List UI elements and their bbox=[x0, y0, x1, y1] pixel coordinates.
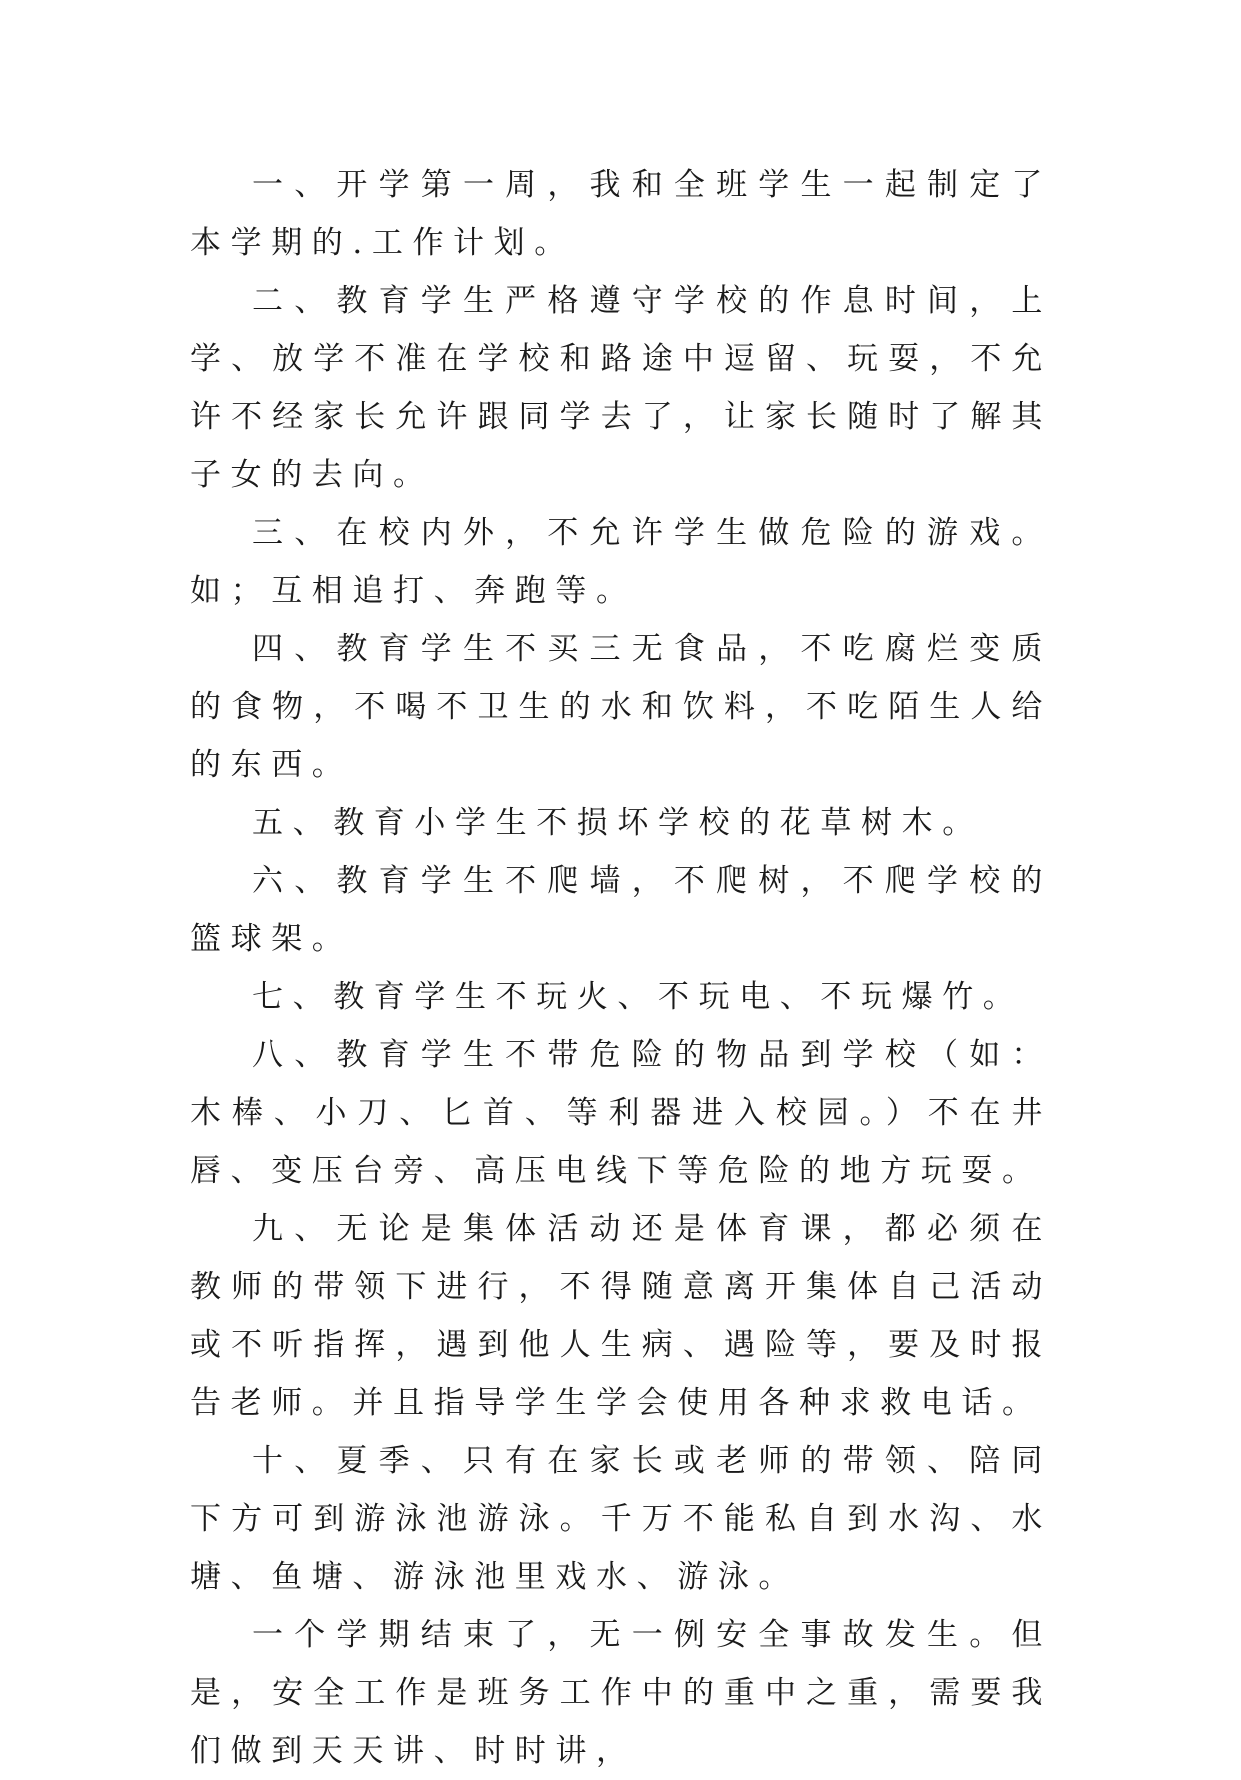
paragraph-5: 五、教育小学生不损坏学校的花草树木。 bbox=[252, 805, 983, 841]
paragraph-10: 十、夏季、只有在家长或老师的带领、陪同下方可到游泳池游泳。千万不能私自到水沟、水塘、鱼塘、游泳池里戏水、游泳。 bbox=[190, 1443, 1052, 1595]
paragraph-9: 九、无论是集体活动还是体育课，都必须在教师的带领下进行，不得随意离开集体自己活动或不听指挥，遇到他人生病、遇险等，要及时报告老师。并且指导学生学会使用各种求救电话。 bbox=[190, 1211, 1052, 1421]
document-body bbox=[190, 156, 1052, 1780]
paragraph-7: 七、教育学生不玩火、不玩电、不玩爆竹。 bbox=[252, 979, 1024, 1015]
paragraph-1: 一、开学第一周，我和全班学生一起制定了本学期的.工作计划。 bbox=[190, 167, 1052, 261]
paragraph-11: 一个学期结束了，无一例安全事故发生。但是，安全工作是班务工作中的重中之重，需要我们做到天天讲、时时讲， bbox=[190, 1617, 1052, 1769]
paragraph-6: 六、教育学生不爬墙，不爬树，不爬学校的篮球架。 bbox=[190, 863, 1052, 957]
paragraph-8: 八、教育学生不带危险的物品到学校（如：木棒、小刀、匕首、等利器进入校园。）不在井唇、变压台旁、高压电线下等危险的地方玩耍。 bbox=[190, 1037, 1052, 1189]
paragraph-3: 三、在校内外，不允许学生做危险的游戏。如；互相追打、奔跑等。 bbox=[190, 515, 1052, 609]
paragraph-2: 二、教育学生严格遵守学校的作息时间，上学、放学不准在学校和路途中逗留、玩耍，不允许不经家长允许跟同学去了，让家长随时了解其子女的去向。 bbox=[190, 283, 1052, 493]
paragraph-4: 四、教育学生不买三无食品，不吃腐烂变质的食物，不喝不卫生的水和饮料，不吃陌生人给的东西。 bbox=[190, 631, 1052, 783]
